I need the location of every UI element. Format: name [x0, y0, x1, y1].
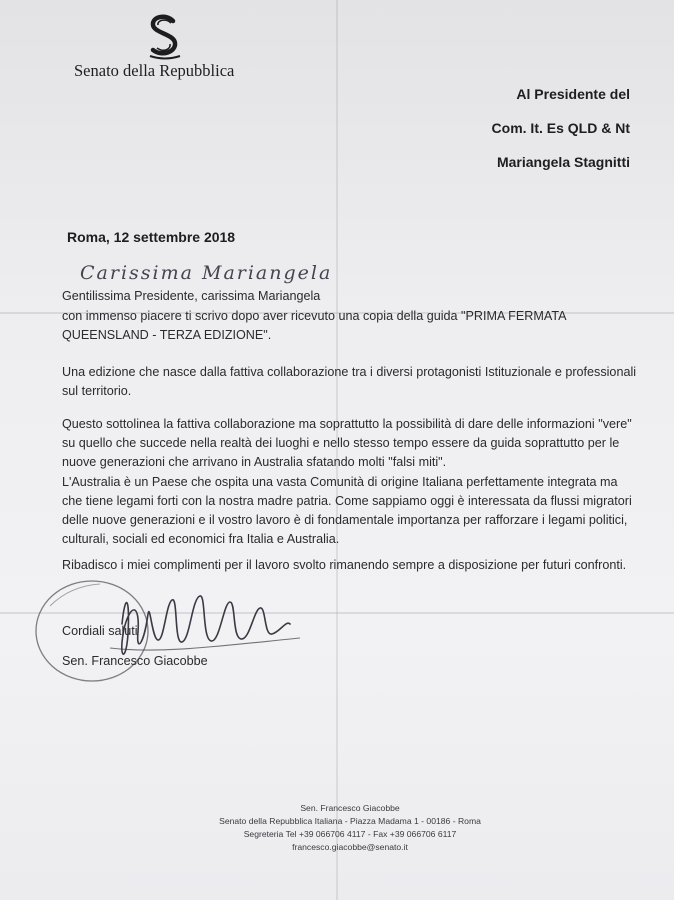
closing: Cordiali saluti	[62, 624, 138, 638]
addressee-line: Al Presidente del	[516, 86, 630, 102]
senate-logo-icon	[140, 14, 190, 60]
senate-name: Senato della Repubblica	[74, 61, 235, 80]
footer-phone: Segreteria Tel +39 066706 4117 - Fax +39 066706 6117	[243, 829, 457, 839]
date-line: Roma, 12 settembre 2018	[67, 229, 236, 245]
handwritten-greeting: Carissima Mariangela	[80, 262, 333, 284]
paragraph: Ribadisco i miei complimenti per il lavoro svolto rimanendo sempre a disposizione per futuri confronti.	[62, 558, 627, 572]
paragraph: Questo sottolinea la fattiva collaborazione ma soprattutto la possibilità di dare delle informazioni "vere" su quello che succede nella realtà dei luoghi e nello stesso tempo essere da guida soprattutto per le nuove generazioni che arrivano in Australia sfatando molti "falsi miti".	[62, 417, 632, 469]
addressee-block	[492, 86, 630, 188]
salutation: Gentilissima Presidente, carissima Mariangela	[62, 289, 321, 303]
paragraph: con immenso piacere ti scrivo dopo aver ricevuto una copia della guida "PRIMA FERMATA QUEENSLAND - TERZA EDIZIONE".	[62, 309, 566, 342]
signer-name: Sen. Francesco Giacobbe	[62, 654, 208, 668]
paragraph: Una edizione che nasce dalla fattiva collaborazione tra i diversi protagonisti Istituzionale e professionali sul territorio.	[62, 365, 637, 398]
addressee-line: Com. It. Es QLD & Nt	[491, 120, 630, 136]
paragraph: L'Australia è un Paese che ospita una vasta Comunità di origine Italiana perfettamente integrata ma che tiene legami forti con la nostra madre patria. Come sappiamo oggi è interessata da flussi migratori delle nuove generazioni e il vostro lavoro è di fondamentale importanza per rafforzare i legami politici, culturali, sociali ed economici fra Italia e Australia.	[62, 475, 632, 546]
footer-email: francesco.giacobbe@senato.it	[292, 842, 408, 852]
footer-name: Sen. Francesco Giacobbe	[300, 803, 400, 813]
addressee-line: Mariangela Stagnitti	[496, 154, 630, 170]
footer-address: Senato della Repubblica Italiana - Piazza Madama 1 - 00186 - Roma	[219, 816, 481, 826]
